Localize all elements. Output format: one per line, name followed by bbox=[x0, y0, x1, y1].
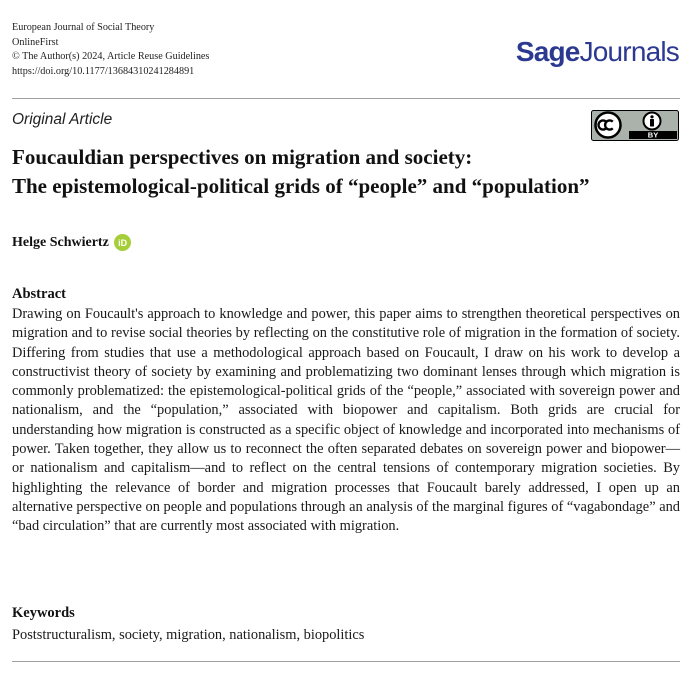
footer-divider bbox=[12, 661, 680, 662]
abstract-text: Drawing on Foucault's approach to knowledge and power, this paper aims to strengthen theoretical perspectives on migration and to revise social theories by reflecting on the constitutive role of migration in the formation of society. Differing from studies that use a methodological approach based on Foucault, I draw on his work to develop a constructivist theory of society by examining and problematizing two dominant lenses through which migration is commonly problematized: the epistemological-political grids of the “people,” associated with sovereign power and nationalism, and the “population,” associated with biopower and capitalism. Both grids are crucial for understanding how migration is constructed as a specific object of knowledge and incorporated into mechanisms of power. Taken together, they allow us to reconnect the often separated debates on sovereign power and biopower—or nationalism and capitalism—and to reflect on the central tensions of contemporary migration societies. By highlighting the relevance of border and migration processes that Foucault barely addressed, I open up an alternative perspective on people and populations through an analysis of the marginal figures of “vagabondage” and “bad circulation” that are currently most associated with migration. bbox=[12, 306, 680, 535]
author-name[interactable]: Helge Schwiertz bbox=[12, 234, 109, 250]
journal-name: European Journal of Social Theory bbox=[12, 22, 155, 33]
article-title bbox=[12, 143, 692, 201]
brand-light-text: Journals bbox=[579, 36, 679, 67]
orcid-icon[interactable] bbox=[114, 234, 131, 251]
cc-by-icon[interactable] bbox=[591, 110, 679, 141]
article-metadata bbox=[12, 21, 209, 79]
publication-status: OnlineFirst bbox=[12, 36, 59, 48]
doi-link[interactable]: https://doi.org/10.1177/13684310241284891 bbox=[12, 65, 195, 77]
keywords-text: Poststructuralism, society, migration, nationalism, biopolitics bbox=[12, 627, 365, 643]
license-label: BY bbox=[647, 130, 659, 140]
abstract-heading: Abstract bbox=[12, 286, 66, 302]
header-divider bbox=[12, 98, 680, 99]
copyright-line[interactable]: © The Author(s) 2024, Article Reuse Guidelines bbox=[12, 51, 210, 63]
article-type: Original Article bbox=[12, 111, 113, 128]
author-line bbox=[12, 234, 131, 251]
brand-bold-text: Sage bbox=[515, 36, 580, 67]
orcid-label: iD bbox=[117, 238, 127, 248]
title-line-1: Foucauldian perspectives on migration and society: bbox=[12, 145, 473, 169]
keywords-heading: Keywords bbox=[12, 605, 75, 621]
title-line-2: The epistemological-political grids of “people” and “population” bbox=[12, 174, 590, 198]
sage-journals-logo[interactable] bbox=[516, 36, 679, 68]
